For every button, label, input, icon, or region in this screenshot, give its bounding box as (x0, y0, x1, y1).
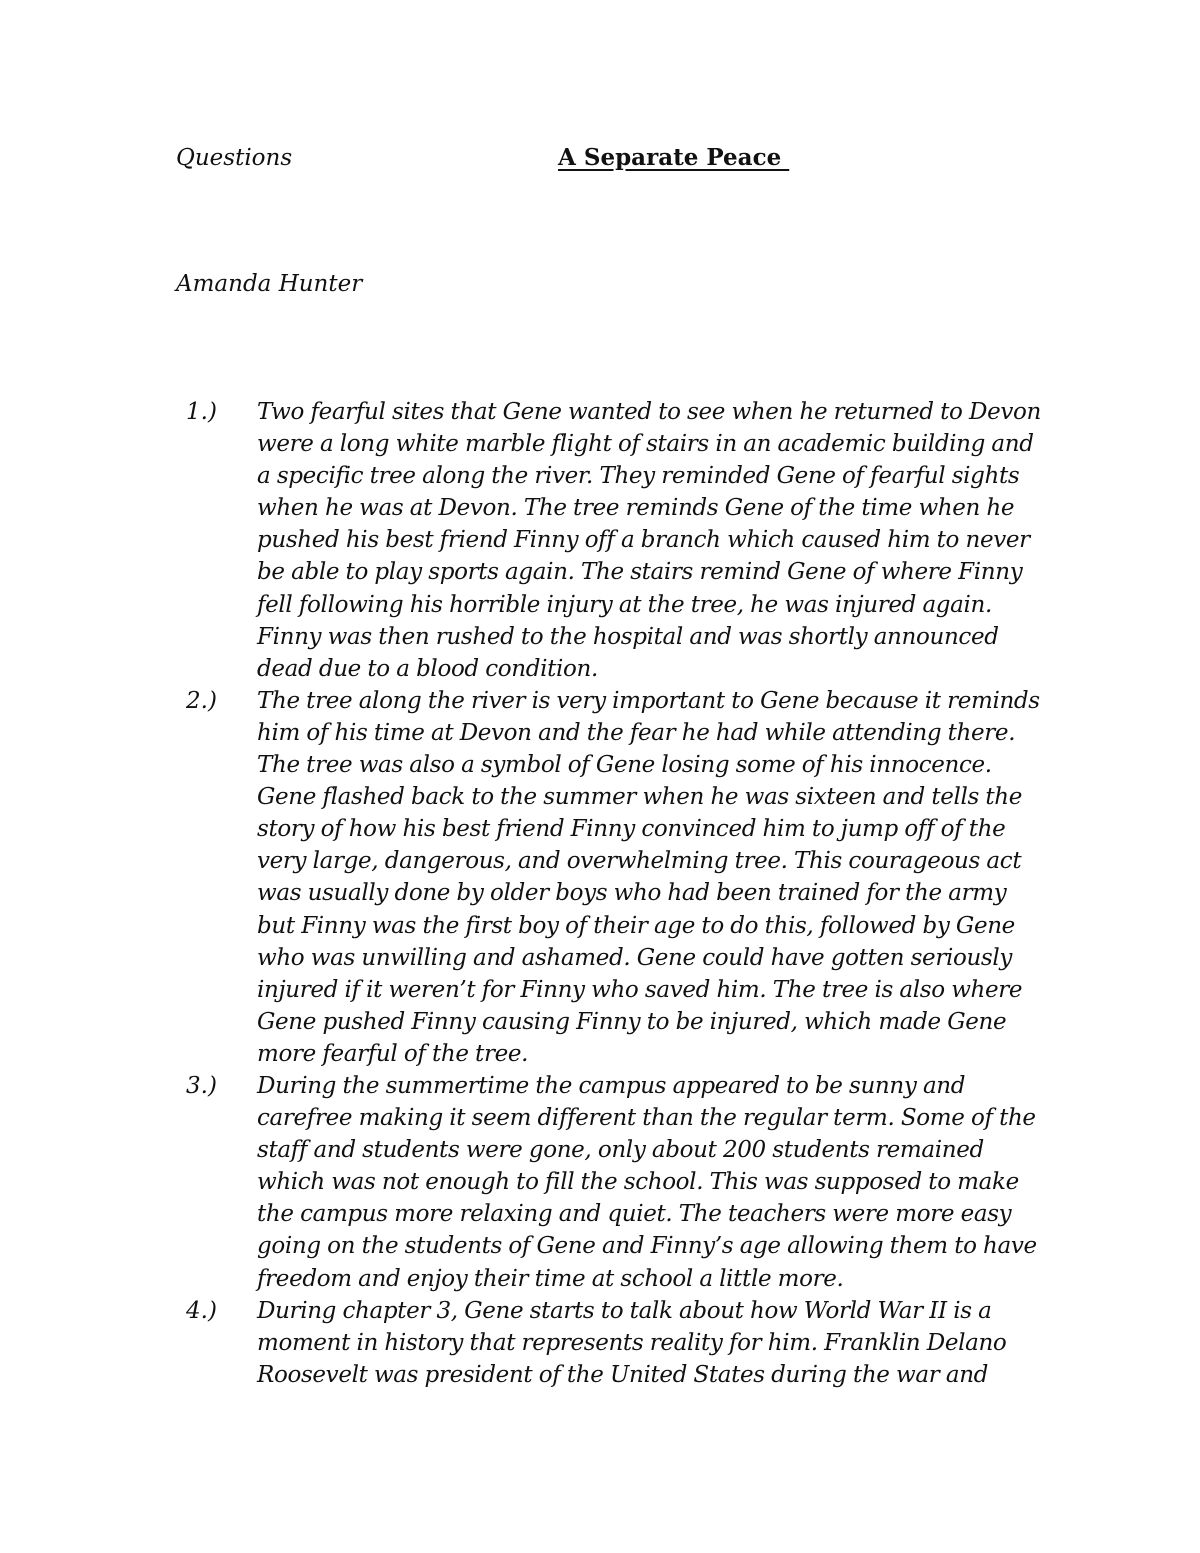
answers-list (176, 396, 1046, 1391)
answer-item-4 (176, 1295, 1046, 1391)
answer-text: During chapter 3, Gene starts to talk about how World War II is a moment in history that represents reality for him. Franklin Delano Roosevelt was president of the United States during the war and (257, 1297, 1007, 1388)
answer-number: 3.) (186, 1072, 217, 1099)
document-title: A Separate Peace (558, 144, 790, 171)
answer-text: Two fearful sites that Gene wanted to see when he returned to Devon were a long white marble flight of stairs in an academic building and a specific tree along the river. They reminded Gene of fearful sights when he was at Devon. The tree reminds Gene of the time when he pushed his best friend Finny off a branch which caused him to never be able to play sports again. The stairs remind Gene of where Finny fell following his horrible injury at the tree, he was injured again. Finny was then rushed to the hospital and was shortly announced dead due to a blood condition. (257, 399, 1041, 682)
answer-number: 1.) (186, 399, 217, 425)
answer-text: The tree along the river is very important to Gene because it reminds him of his time at Devon and the fear he had while attending there. The tree was also a symbol of Gene losing some of his innocence. Gene flashed back to the summer when he was sixteen and tells the story of how his best friend Finny convinced him to jump off of the very large, dangerous, and overwhelming tree. This courageous act was usually done by older boys who had been trained for the army but Finny was the first boy of their age to do this, followed by Gene who was unwilling and ashamed. Gene could have gotten seriously injured if it weren’t for Finny who saved him. The tree is also where Gene pushed Finny causing Finny to be injured, which made Gene more fearful of the tree. (257, 687, 1040, 1067)
questions-label: Questions (176, 145, 293, 171)
answer-item-2 (176, 685, 1046, 1070)
author-name: Amanda Hunter (176, 271, 363, 297)
answer-number: 2.) (186, 687, 217, 714)
answer-item-1 (176, 396, 1046, 685)
answer-text: During the summertime the campus appeared to be sunny and carefree making it seem different than the regular term. Some of the staff and students were gone, only about 200 students remained which was not enough to fill the school. This was supposed to make the campus more relaxing and quiet. The teachers were more easy going on the students of Gene and Finny’s age allowing them to have freedom and enjoy their time at school a little more. (257, 1072, 1037, 1292)
answer-number: 4.) (186, 1297, 217, 1324)
answer-item-3 (176, 1070, 1046, 1295)
